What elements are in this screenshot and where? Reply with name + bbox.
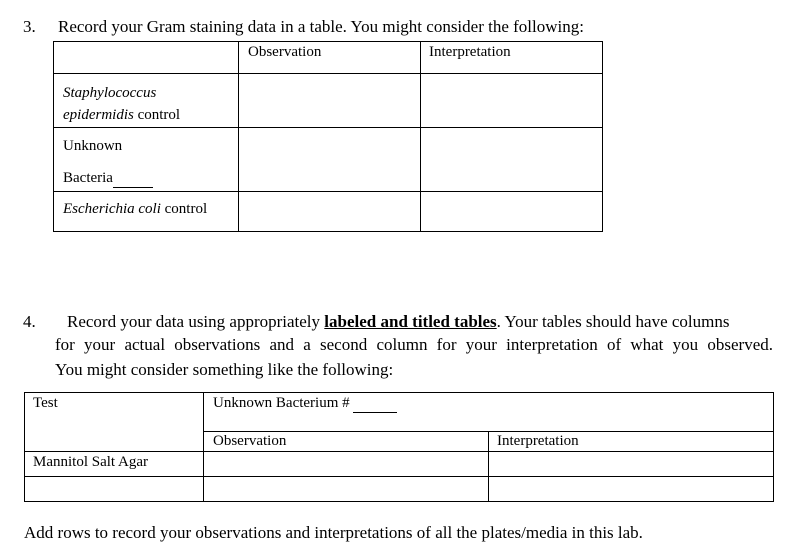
t1-row2-line1: Unknown [63, 138, 123, 154]
question-4-line2: for your actual observations and a second column for your interpretation of what you observed. [55, 335, 773, 354]
t1-vline-mid2 [420, 41, 421, 232]
question-4-line3: You might consider something like the following: [55, 360, 394, 379]
t2-observation-label: Observation [213, 433, 287, 449]
t2-line-bottom [24, 501, 774, 502]
question-3-text: Record your Gram staining data in a table. You might consider the following: [58, 17, 584, 36]
t1-row1-suffix: control [133, 107, 181, 123]
t1-vline-mid1 [238, 41, 239, 232]
t2-line-top [24, 392, 774, 393]
t2-unknown [213, 395, 397, 413]
question-4-number: 4. [23, 312, 36, 331]
t1-vline-left [53, 41, 54, 232]
t1-row1-line1: Staphylococcus [63, 85, 157, 101]
question-3 [23, 17, 584, 37]
question-4-bold: labeled and titled tables [324, 312, 497, 331]
t1-row1-line2 [63, 107, 180, 124]
t1-row3 [63, 201, 207, 218]
t1-row2-blank [113, 170, 153, 188]
t2-vline-right [773, 392, 774, 502]
t1-line-header [53, 73, 603, 74]
t2-line-header [24, 451, 774, 452]
t1-line-row1 [53, 127, 603, 128]
question-4-line1 [23, 312, 729, 332]
t2-test-label: Test [33, 395, 58, 411]
t1-line-top [53, 41, 603, 42]
t1-line-row2 [53, 191, 603, 192]
t1-header-interpretation: Interpretation [429, 44, 511, 60]
t1-row3-suffix: control [160, 201, 208, 217]
t1-vline-right [602, 41, 603, 232]
question-3-number: 3. [23, 17, 36, 36]
t1-row2-bacteria: Bacteria [63, 170, 113, 186]
t1-row1-italic: epidermidis [63, 107, 134, 123]
t2-vline-left [24, 392, 25, 502]
t2-vline-mid2 [488, 431, 489, 502]
t2-interpretation-label: Interpretation [497, 433, 579, 449]
t1-line-bottom [53, 231, 603, 232]
t2-row1-label: Mannitol Salt Agar [33, 454, 148, 470]
t1-row3-italic: Escherichia coli [63, 201, 161, 217]
t2-vline-mid1 [203, 392, 204, 502]
question-4-line1-pre: Record your data using appropriately [67, 312, 325, 331]
t2-unknown-blank [353, 395, 397, 413]
t1-row2-line2 [63, 170, 153, 188]
question-4-line1-post: . Your tables should have columns [496, 312, 730, 331]
t2-unknown-label: Unknown Bacterium # [213, 395, 350, 411]
t1-header-observation: Observation [248, 44, 322, 60]
footer-instruction: Add rows to record your observations and interpretations of all the plates/media in this lab. [24, 523, 643, 542]
t2-line-row1 [24, 476, 774, 477]
